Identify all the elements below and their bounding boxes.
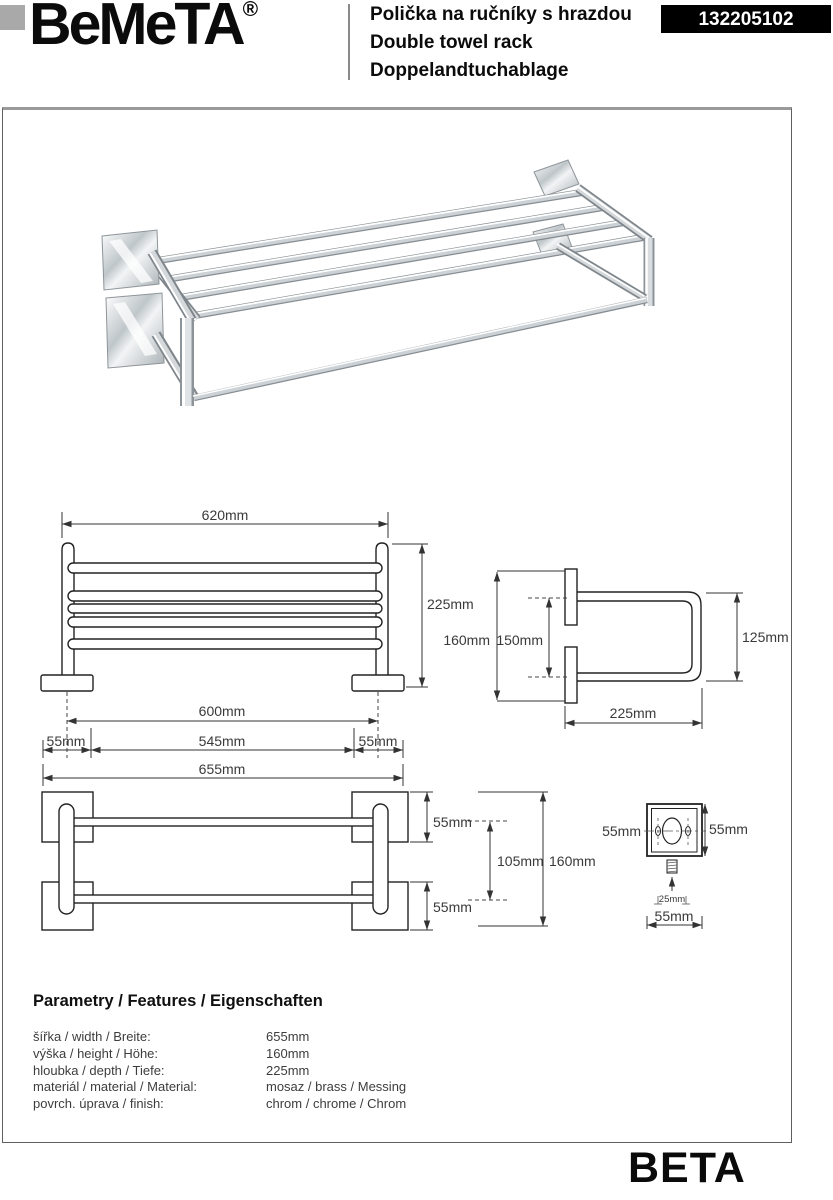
post-right-oval (373, 804, 388, 914)
lower-towel-bar (193, 298, 647, 398)
parameter-row (33, 1063, 513, 1080)
parameter-value: chrom / chrome / Chrom (266, 1096, 407, 1112)
parameter-row (33, 1029, 513, 1046)
parameter-value: 160mm (266, 1045, 310, 1061)
dim-front-height: 225mm (427, 596, 474, 612)
dim-side-inner-height: 125mm (742, 629, 789, 645)
product-title-de: Doppelandtuchablage (370, 60, 569, 81)
front-view-drawing (41, 507, 474, 786)
parameter-label: hloubka / depth / Tiefe: (33, 1062, 165, 1078)
dim-side-height: 160mm (443, 632, 490, 648)
dim-front-inner: 545mm (198, 733, 246, 749)
bar-bottom (66, 895, 379, 903)
screw-icon (667, 860, 677, 873)
post-left (184, 318, 188, 406)
shelf-bar-3 (178, 220, 627, 298)
bar-outline (68, 604, 382, 613)
dim-front-left-plate: 55mm (46, 733, 86, 749)
parameter-label: šířka / width / Breite: (33, 1029, 151, 1044)
bracket-lower (565, 647, 577, 703)
dim-plan-plate-bottom: 55mm (433, 899, 472, 915)
bracket-upper (565, 569, 577, 625)
parameter-row (33, 1079, 513, 1096)
parameter-value: 225mm (266, 1062, 310, 1078)
dim-side-rail-centers: 150mm (496, 632, 543, 648)
product-title-en: Double towel rack (370, 32, 533, 53)
parameter-label: povrch. úprava / finish: (33, 1096, 164, 1112)
product-title-cs: Polička na ručníky s hrazdou (370, 4, 632, 25)
parameter-row (33, 1096, 513, 1113)
bar-top (66, 818, 379, 826)
brand-name: BeMeTA (29, 0, 243, 57)
side-view-drawing (443, 569, 788, 729)
frame-inner (577, 601, 692, 673)
registered-mark: ® (242, 0, 259, 21)
bar-outline (68, 639, 382, 649)
dim-plate-bottom-width: 55mm (654, 908, 694, 924)
arm-lower-right (557, 244, 645, 298)
parameter-value: mosaz / brass / Messing (266, 1079, 407, 1095)
post-left-oval (59, 804, 74, 914)
parameters-heading: Parametry / Features / Eigenschaften (33, 992, 323, 1010)
dim-side-depth: 225mm (609, 705, 657, 721)
dim-plate-width: 55mm (602, 823, 641, 839)
dim-plan-total-height: 160mm (549, 853, 596, 869)
dim-plate-height: 55mm (709, 821, 748, 837)
product-code-badge: 132205102 (661, 5, 831, 33)
parameter-label: výška / height / Höhe: (33, 1045, 159, 1061)
bar-outline (68, 563, 382, 573)
dim-front-top-width: 620mm (201, 507, 249, 523)
dim-front-total: 655mm (198, 761, 246, 777)
product-photo (102, 160, 650, 406)
plate-detail-drawing (602, 804, 748, 929)
parameters-table (33, 1029, 513, 1113)
dim-plan-plate-top: 55mm (433, 814, 472, 830)
base-plate-right (352, 675, 404, 691)
parameter-label: materiál / material / Material: (33, 1079, 197, 1095)
dim-plan-bar-centers: 105mm (497, 853, 544, 869)
bar-outline (68, 591, 382, 601)
dim-front-centers: 600mm (198, 703, 246, 719)
post-right (647, 238, 650, 306)
parameter-value: 655mm (266, 1029, 310, 1044)
shelf-bar-1 (149, 190, 585, 262)
base-plate-left (41, 675, 93, 691)
dim-front-right-plate: 55mm (358, 733, 398, 749)
bar-outline (68, 617, 382, 627)
dim-plate-screw-offset: 25mm (658, 894, 686, 905)
parameter-row (33, 1046, 513, 1063)
plan-view-drawing (42, 792, 596, 930)
series-name: BETA (628, 1144, 746, 1192)
